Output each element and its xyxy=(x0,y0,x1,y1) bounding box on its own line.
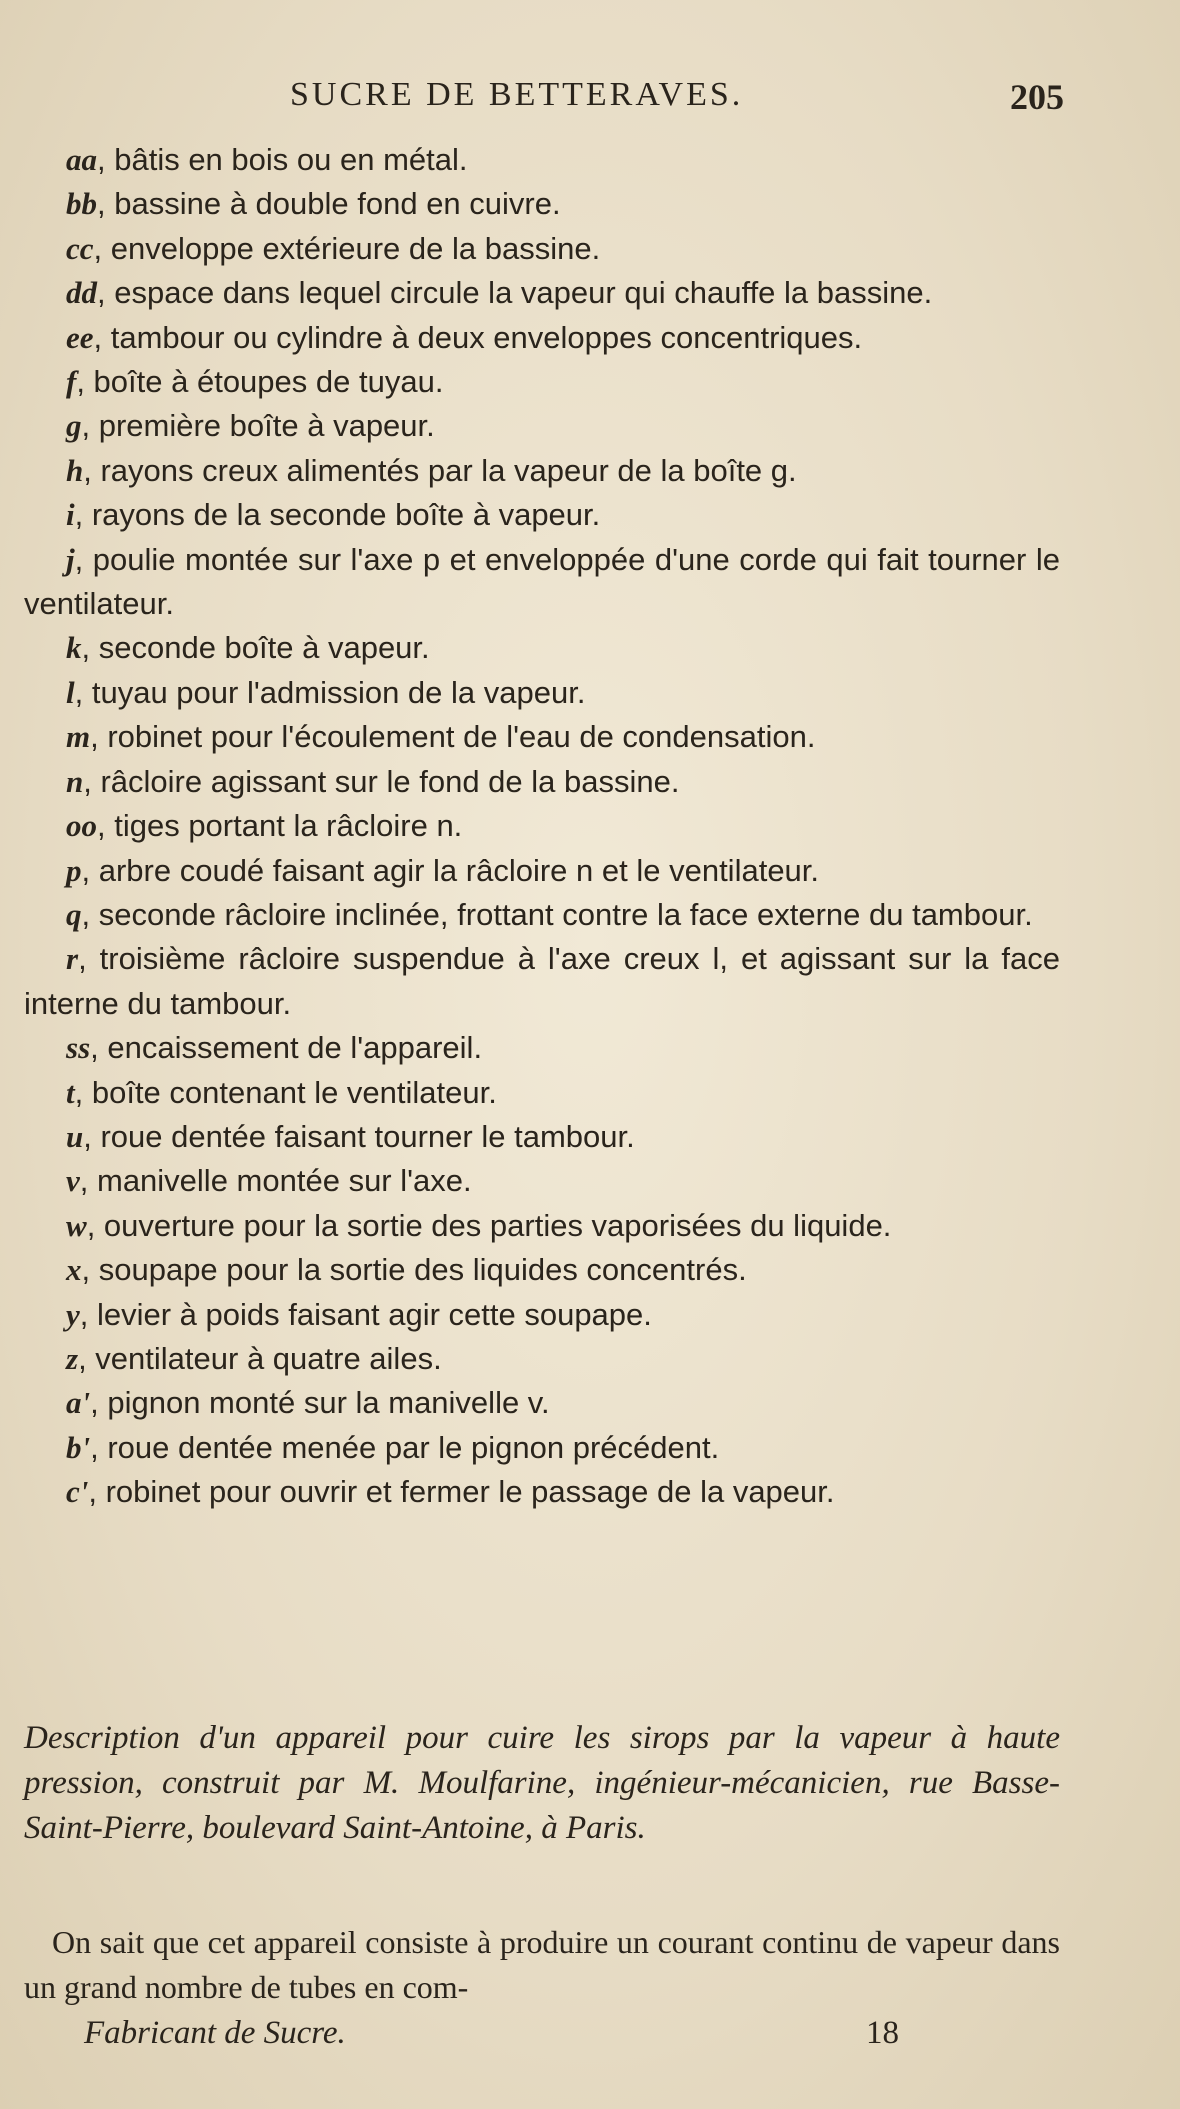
legend-text: , tiges portant la râcloire n. xyxy=(97,808,463,844)
legend-text: , seconde râcloire inclinée, frottant contre la face externe du tambour. xyxy=(81,896,1033,932)
legend-entry xyxy=(24,271,1060,315)
legend-key: w xyxy=(66,1207,87,1243)
legend-text: , boîte contenant le ventilateur. xyxy=(74,1074,497,1110)
legend-text: , ouverture pour la sortie des parties vaporisées du liquide. xyxy=(86,1207,892,1243)
legend-key: ee xyxy=(66,319,94,355)
legend-text: , pignon monté sur la manivelle v. xyxy=(90,1385,550,1421)
legend-key: ss xyxy=(66,1030,91,1066)
legend-entry xyxy=(24,1071,1060,1115)
legend-entry xyxy=(24,360,1060,404)
legend-entry xyxy=(24,1026,1060,1070)
legend-entry xyxy=(24,449,1060,493)
legend-text: , ventilateur à quatre ailes. xyxy=(78,1340,442,1376)
legend-entry xyxy=(24,227,1060,271)
legend-entry xyxy=(24,1470,1060,1514)
legend-entry xyxy=(24,760,1060,804)
legend-key: k xyxy=(66,630,82,666)
legend-entry xyxy=(24,538,1060,627)
legend-text: , tuyau pour l'admission de la vapeur. xyxy=(74,674,586,710)
legend-entry xyxy=(24,1381,1060,1425)
body-paragraph: On sait que cet appareil consiste à produire un courant continu de vapeur dans un grand nombre de tubes en com- xyxy=(24,1924,1060,2005)
legend-key: f xyxy=(66,364,77,400)
legend-text: , bassine à double fond en cuivre. xyxy=(97,186,561,222)
legend-text: , seconde boîte à vapeur. xyxy=(81,630,430,666)
legend-entry xyxy=(24,626,1060,670)
legend-entry xyxy=(24,1293,1060,1337)
legend-entry xyxy=(24,1159,1060,1203)
page-number: 205 xyxy=(1010,77,1064,117)
footer-signature: Fabricant de Sucre. xyxy=(84,2015,346,2051)
legend-entry xyxy=(24,849,1060,893)
legend-text: , arbre coudé faisant agir la râcloire n et le ventilateur. xyxy=(81,852,820,888)
footer-signature-number: 18 xyxy=(866,2015,899,2051)
legend-entry xyxy=(24,493,1060,537)
legend-key: bb xyxy=(66,186,97,222)
legend-key: h xyxy=(66,452,84,488)
legend-entry xyxy=(24,671,1060,715)
legend-key: v xyxy=(66,1163,80,1199)
legend-key: n xyxy=(66,763,84,799)
legend-text: , manivelle montée sur l'axe. xyxy=(79,1163,472,1199)
legend-entry xyxy=(24,893,1060,937)
legend-text: , robinet pour ouvrir et fermer le passage de la vapeur. xyxy=(88,1474,835,1510)
legend-key: j xyxy=(66,541,75,577)
legend-entry xyxy=(24,138,1060,182)
legend-text: , tambour ou cylindre à deux enveloppes concentriques. xyxy=(93,319,863,355)
legend-key: t xyxy=(66,1074,75,1110)
legend-key: l xyxy=(66,674,75,710)
legend-key: aa xyxy=(66,142,97,177)
legend-entry xyxy=(24,1204,1060,1248)
legend-key: b' xyxy=(66,1429,91,1465)
legend-key: i xyxy=(66,497,75,533)
legend-text: , boîte à étoupes de tuyau. xyxy=(76,364,444,400)
legend-text: , espace dans lequel circule la vapeur qui chauffe la bassine. xyxy=(97,275,933,311)
page-footer xyxy=(0,2015,1180,2065)
legend-entry xyxy=(24,804,1060,848)
legend-text: , rayons creux alimentés par la vapeur de la boîte g. xyxy=(83,452,797,488)
legend-key: u xyxy=(66,1118,84,1154)
legend-key: dd xyxy=(66,275,97,311)
running-head-title: SUCRE DE BETTERAVES. xyxy=(290,76,744,113)
legend-key: g xyxy=(66,408,82,444)
legend-key: q xyxy=(66,896,82,932)
legend-key: x xyxy=(66,1252,82,1288)
legend-entry xyxy=(24,404,1060,448)
legend-text: , levier à poids faisant agir cette soupape. xyxy=(79,1296,652,1332)
legend-entry xyxy=(24,715,1060,759)
legend-key: c' xyxy=(66,1474,89,1510)
legend-key: y xyxy=(66,1296,80,1332)
legend-text: , roue dentée faisant tourner le tambour. xyxy=(83,1118,635,1154)
legend-key: r xyxy=(66,941,79,977)
legend-entry xyxy=(24,937,1060,1026)
legend-text: , encaissement de l'appareil. xyxy=(90,1030,483,1066)
legend-text: , rayons de la seconde boîte à vapeur. xyxy=(74,497,601,533)
figure-legend xyxy=(24,138,1060,1515)
legend-text: , soupape pour la sortie des liquides concentrés. xyxy=(81,1252,747,1288)
legend-text: , troisième râcloire suspendue à l'axe creux l, et agissant sur la face interne du tambour. xyxy=(24,941,1060,1021)
legend-text: , enveloppe extérieure de la bassine. xyxy=(93,230,601,266)
legend-entry xyxy=(24,1248,1060,1292)
legend-entry xyxy=(24,1115,1060,1159)
legend-entry xyxy=(24,316,1060,360)
legend-text: , robinet pour l'écoulement de l'eau de condensation. xyxy=(90,719,816,755)
running-head xyxy=(0,76,1180,126)
legend-text: , première boîte à vapeur. xyxy=(81,408,435,444)
legend-key: p xyxy=(66,852,82,888)
legend-key: oo xyxy=(66,808,97,844)
legend-key: a' xyxy=(66,1385,91,1421)
legend-text: , poulie montée sur l'axe p et enveloppée d'une corde qui fait tourner le ventilateur. xyxy=(24,541,1060,622)
legend-key: cc xyxy=(66,230,94,266)
legend-entry xyxy=(24,1426,1060,1470)
legend-entry xyxy=(24,1337,1060,1381)
section-heading: Description d'un appareil pour cuire les sirops par la vapeur à haute pression, construit par M. Moulfarine, ingénieur-mécanicien, rue Basse-Saint-Pierre, boulevard Saint-Antoine, à Paris. xyxy=(24,1720,1060,1846)
legend-key: z xyxy=(66,1340,79,1376)
legend-text: , râcloire agissant sur le fond de la bassine. xyxy=(83,763,680,799)
legend-entry xyxy=(24,182,1060,226)
legend-key: m xyxy=(66,719,91,755)
legend-text: , bâtis en bois ou en métal. xyxy=(97,142,468,177)
legend-text: , roue dentée menée par le pignon précédent. xyxy=(90,1429,720,1465)
